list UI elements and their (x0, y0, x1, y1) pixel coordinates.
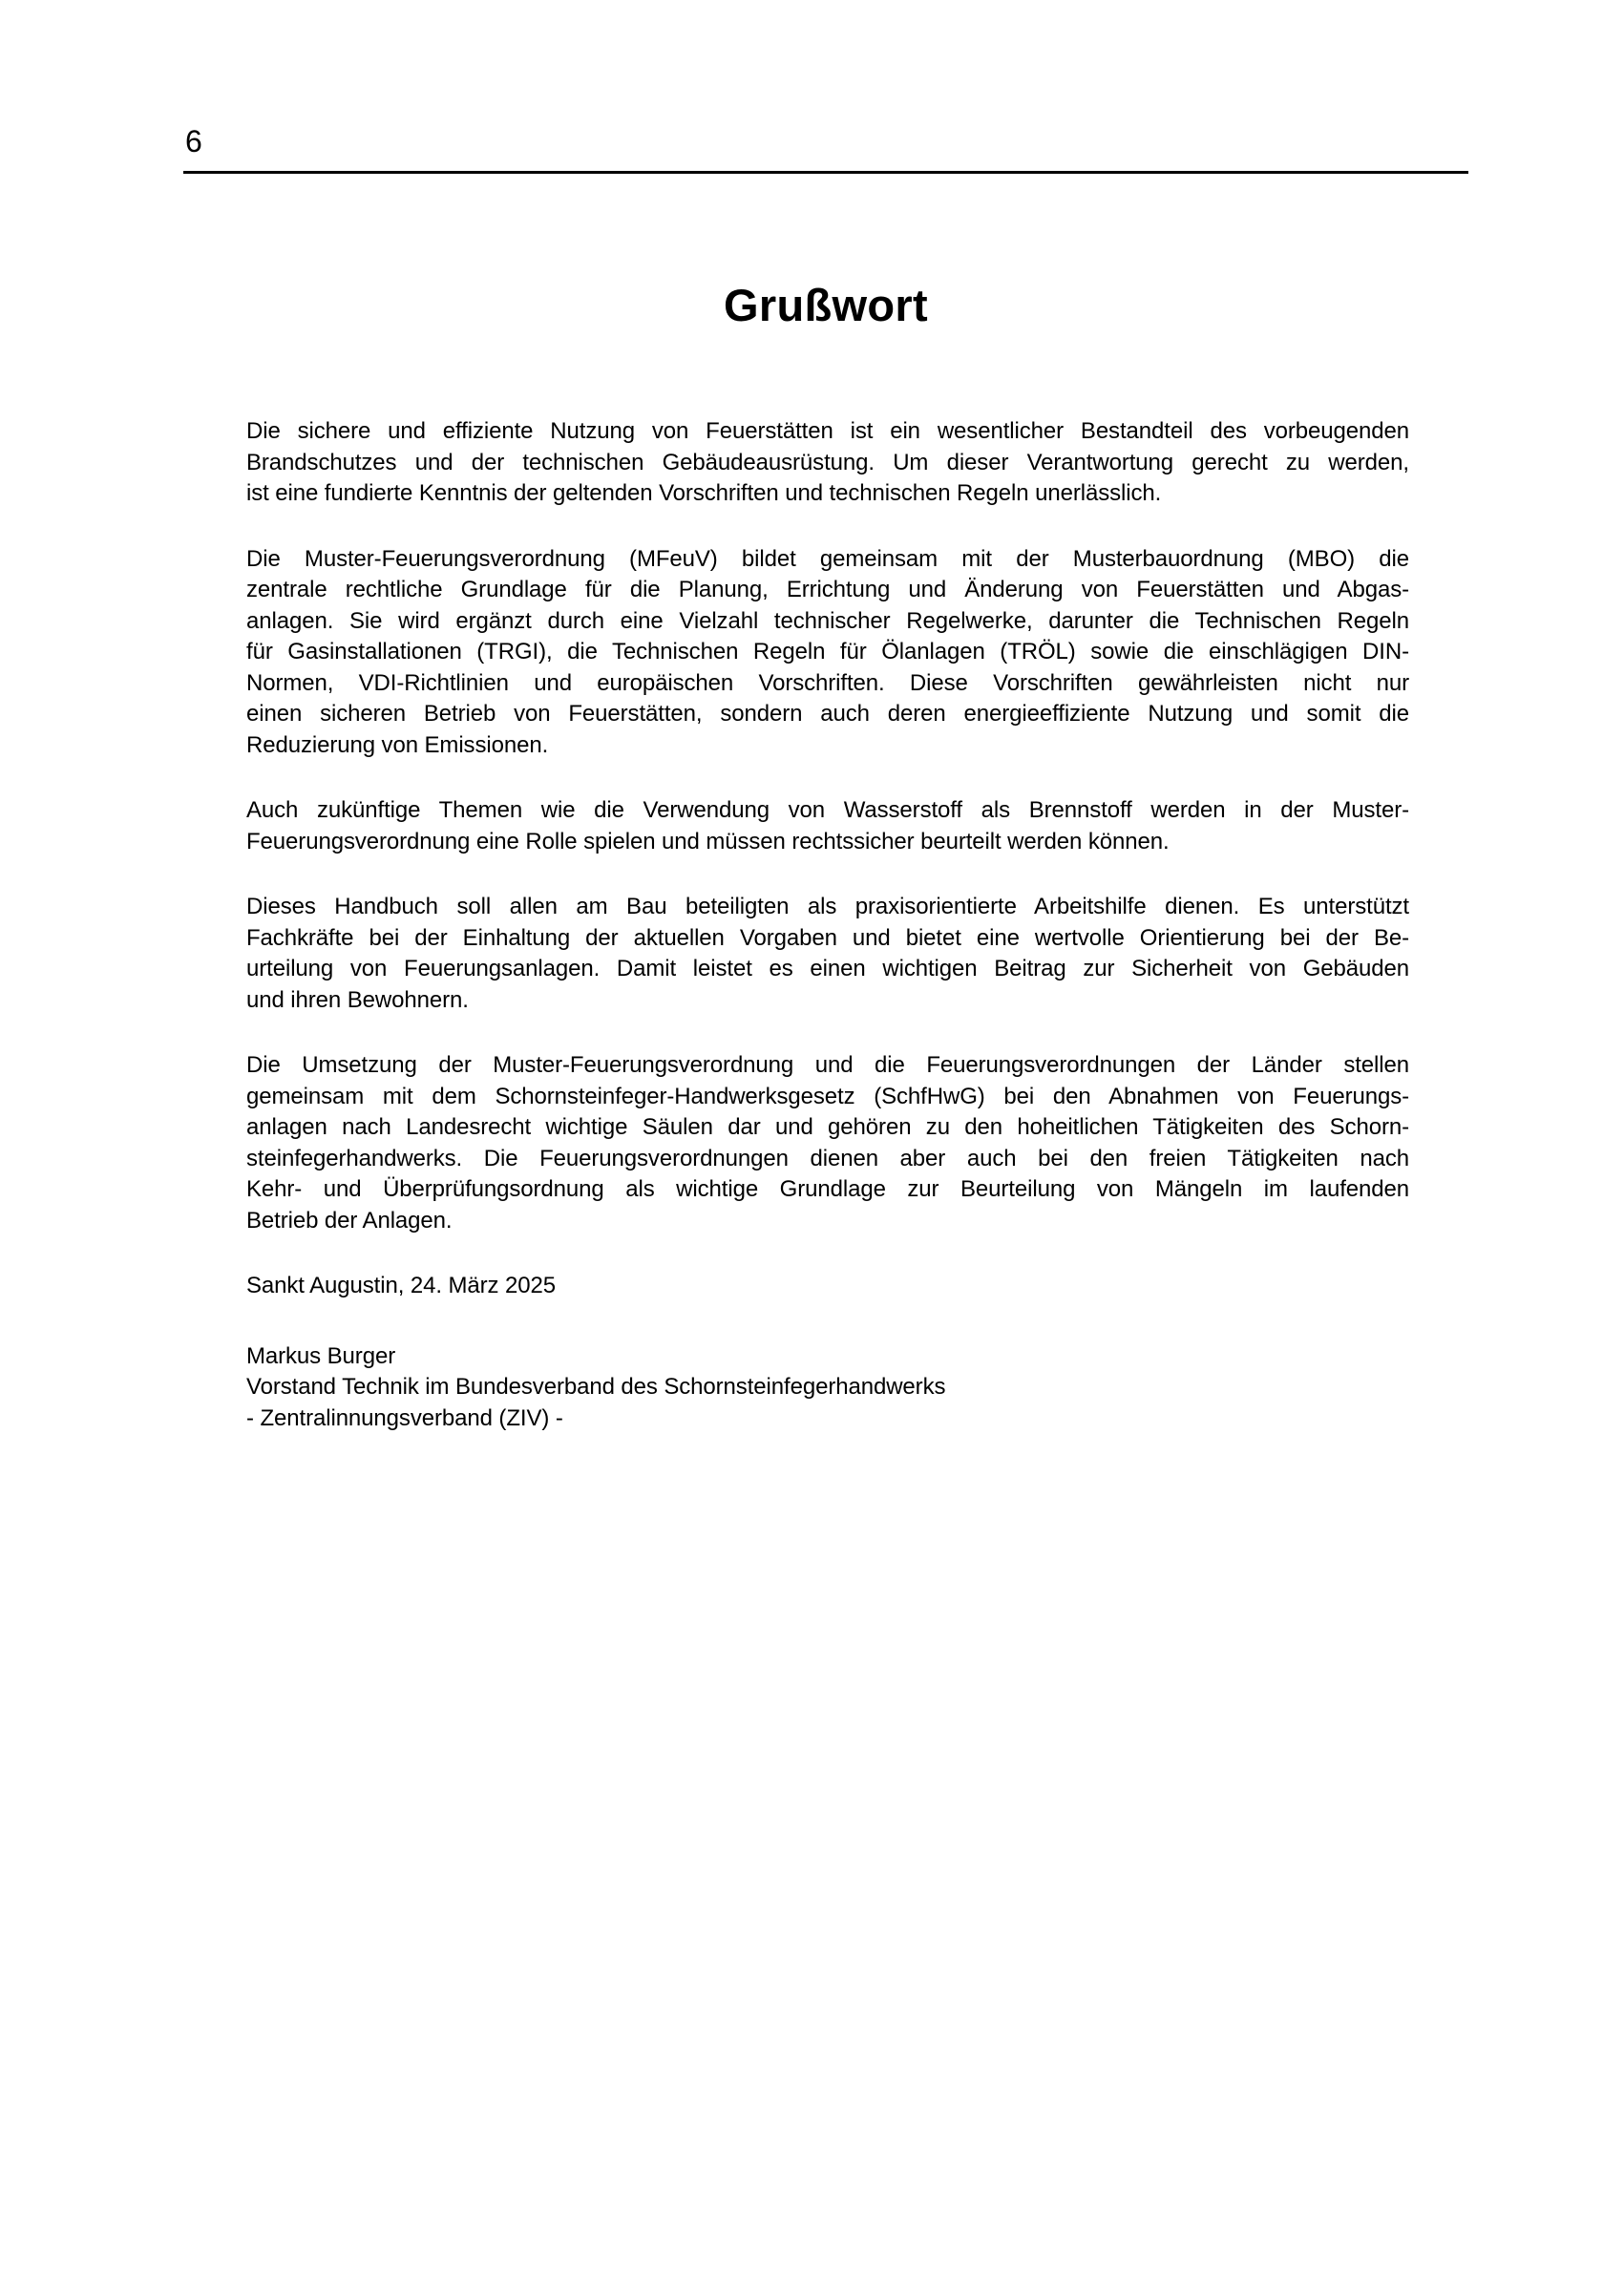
text-line: einen sicheren Betrieb von Feuerstätten, sondern auch deren energieeffiziente Nutzung und somit die (246, 701, 1409, 727)
text-line: anlagen. Sie wird ergänzt durch eine Vielzahl technischer Regelwerke, darunter die Technischen Regeln (246, 607, 1409, 634)
text-line: und ihren Bewohnern. (246, 986, 469, 1013)
text-line: Fachkräfte bei der Einhaltung der aktuellen Vorgaben und bietet eine wertvolle Orientierung bei der Be- (246, 924, 1409, 951)
signature-role: Vorstand Technik im Bundesverband des Schornsteinfegerhandwerks (246, 1374, 946, 1400)
text-line: urteilung von Feuerungsanlagen. Damit leistet es einen wichtigen Beitrag zur Sicherheit von Gebäuden (246, 956, 1409, 981)
header-rule (183, 171, 1468, 174)
text-line: anlagen nach Landesrecht wichtige Säulen dar und gehören zu den hoheitlichen Tätigkeiten des Schorn- (246, 1114, 1409, 1140)
text-line: gemeinsam mit dem Schornsteinfeger-Handwerksgesetz (SchfHwG) bei den Abnahmen von Feuerungs- (246, 1083, 1409, 1109)
body-text (246, 416, 1409, 1434)
text-line: Dieses Handbuch soll allen am Bau beteiligten als praxisorientierte Arbeitshilfe dienen. Es unterstützt (246, 894, 1409, 919)
greeting-paragraph-4 (246, 892, 1409, 1016)
text-line: Auch zukünftige Themen wie die Verwendung von Wasserstoff als Brennstoff werden in der Muster- (246, 797, 1409, 823)
text-line: Kehr- und Überprüfungsordnung als wichtige Grundlage zur Beurteilung von Mängeln im laufenden (246, 1176, 1409, 1202)
text-line: Feuerungsverordnung eine Rolle spielen und müssen rechtssicher beurteilt werden können. (246, 828, 1170, 854)
text-line: ist eine fundierte Kenntnis der geltenden Vorschriften und technischen Regeln unerlässlich. (246, 480, 1162, 506)
text-line: Die Muster-Feuerungsverordnung (MFeuV) bildet gemeinsam mit der Musterbauordnung (MBO) die (246, 545, 1409, 572)
text-line: zentrale rechtliche Grundlage für die Planung, Errichtung und Änderung von Feuerstätten und Abgas- (246, 577, 1409, 602)
page-title: Grußwort (724, 280, 928, 330)
greeting-paragraph-5 (246, 1050, 1409, 1236)
text-line: Die sichere und effiziente Nutzung von Feuerstätten ist ein wesentlicher Bestandteil des vorbeugenden (246, 418, 1409, 444)
greeting-paragraph-1 (246, 416, 1409, 510)
greeting-paragraph-3 (246, 795, 1409, 857)
text-line: Normen, VDI-Richtlinien und europäischen Vorschriften. Diese Vorschriften gewährleisten nicht nur (246, 669, 1409, 696)
signature-organization: - Zentralinnungsverband (ZIV) - (246, 1404, 563, 1431)
text-line: Brandschutzes und der technischen Gebäudeausrüstung. Um dieser Verantwortung gerecht zu werden, (246, 449, 1409, 475)
text-line: steinfegerhandwerks. Die Feuerungsverordnungen dienen aber auch bei den freien Tätigkeiten nach (246, 1145, 1409, 1171)
text-line: Reduzierung von Emissionen. (246, 731, 549, 758)
greeting-paragraph-2 (246, 544, 1409, 762)
text-line: Betrieb der Anlagen. (246, 1207, 453, 1234)
text-line: Die Umsetzung der Muster-Feuerungsverordnung und die Feuerungsverordnungen der Länder stellen (246, 1052, 1409, 1078)
signature-name: Markus Burger (246, 1342, 396, 1369)
date-line: Sankt Augustin, 24. März 2025 (246, 1273, 556, 1298)
page-number: 6 (185, 124, 202, 158)
text-line: für Gasinstallationen (TRGI), die Technischen Regeln für Ölanlagen (TRÖL) sowie die einschlägigen DIN- (246, 639, 1409, 664)
signature-block (246, 1341, 1409, 1435)
